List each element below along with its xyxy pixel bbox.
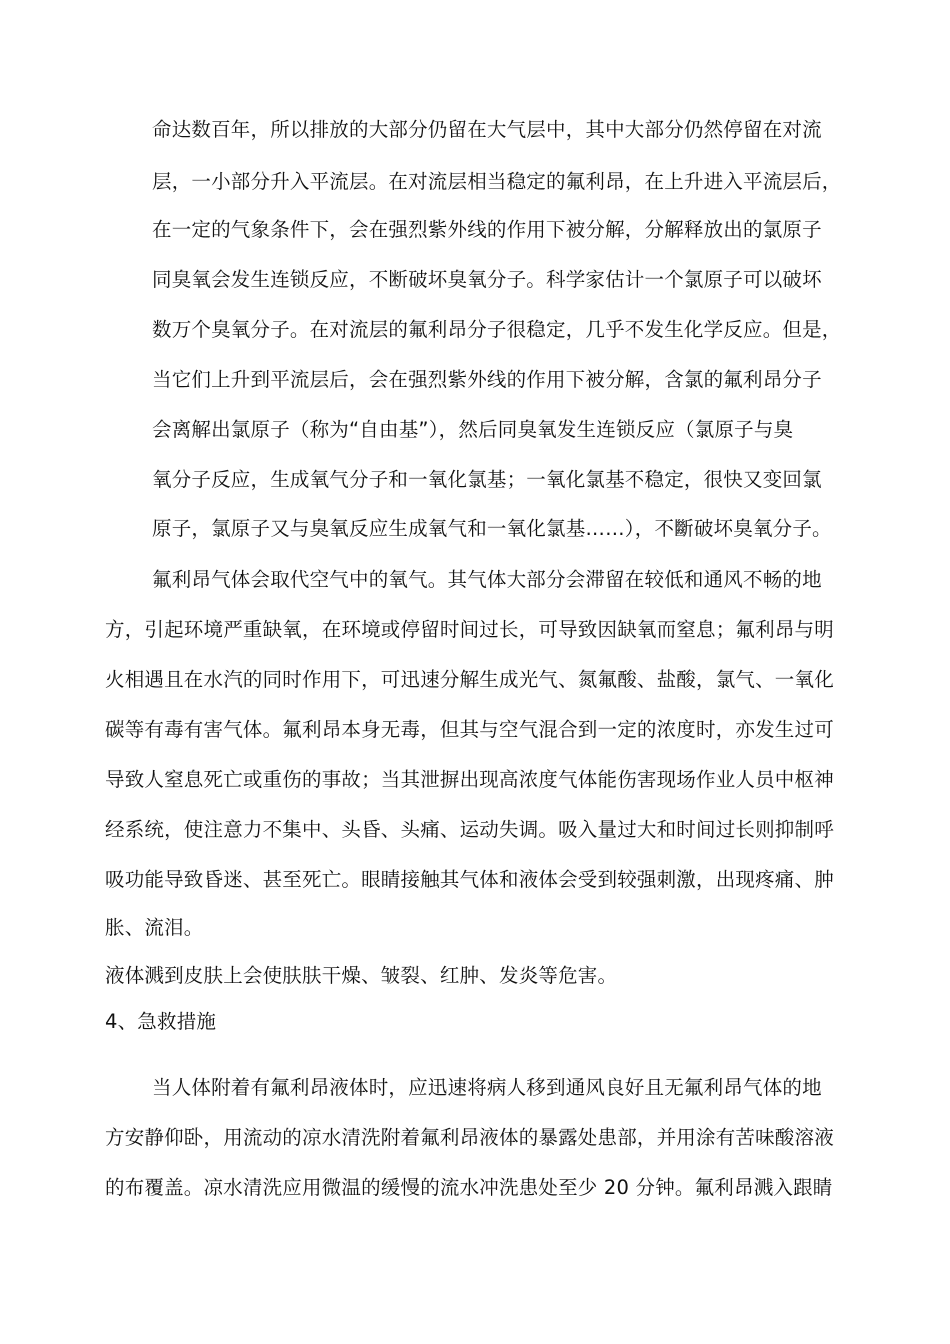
text-line: 胀、流泪。: [105, 916, 204, 939]
text-line: 在一定的气象条件下，会在强烈紫外线的作用下被分解，分解释放出的氯原子: [152, 218, 822, 241]
text-line: 经系统，使注意力不集中、头昏、头痛、运动失调。吸入量过大和时间过长则抑制呼: [105, 818, 834, 841]
text-line: 命达数百年，所以排放的大部分仍留在大气层中，其中大部分仍然停留在对流: [152, 118, 822, 141]
text-line: 原子，氯原子又与臭氧反应生成氧气和一氧化氯基……），不斷破坏臭氧分子。: [152, 517, 832, 540]
text-line: 吸功能导致昏迷、甚至死亡。眼睛接触其气体和液体会受到较强刺激，出现疼痛、肿: [105, 868, 834, 891]
text-line: 氟利昂气体会取代空气中的氧气。其气体大部分会滞留在较低和通风不畅的地: [152, 568, 822, 591]
text-line: 当它们上升到平流层后，会在强烈紫外线的作用下被分解，含氯的氟利昂分子: [152, 368, 822, 391]
text-line: 会离解出氯原子（称为“自由基”），然后同臭氧发生连锁反应（氯原子与臭: [152, 418, 794, 441]
text-line: 导致人窒息死亡或重伤的事故；当其泄摒出现高浓度气体能伤害现场作业人员中枢神: [105, 768, 834, 791]
text-line: 碳等有毒有害气体。氟利昂本身无毒，但其与空气混合到一定的浓度时，亦发生过可: [105, 718, 834, 741]
text-line: 的布覆盖。凉水清洗应用微温的缓慢的流水冲洗患处至少 20 分钟。氟利昂溅入跟睛: [105, 1176, 833, 1199]
text-line: 同臭氧会发生连锁反应，不断破坏臭氧分子。科学家估计一个氯原子可以破坏: [152, 268, 822, 291]
text-line: 数万个臭氧分子。在对流层的氟利昂分子很稳定，几乎不发生化学反应。但是，: [152, 318, 842, 341]
paragraph-skin-contact: 液体溅到皮肤上会使肤肤干燥、皱裂、红肿、发炎等危害。: [105, 964, 618, 987]
text-line: 方安静仰卧，用流动的凉水清洗附着氟利昂液体的暴露处患部，并用涂有苦味酸溶液: [105, 1126, 834, 1149]
text-line: 氧分子反应，生成氧气分子和一氧化氯基；一氧化氯基不稳定，很快又变回氯: [152, 468, 822, 491]
text-line: 方，引起环境严重缺氧，在环境或停留时间过长，可导致因缺氧而窒息；氟利昂与明: [105, 618, 834, 641]
text-line: 当人体附着有氟利昂液体时，应迅速将病人移到通风良好且无氟利昂气体的地: [152, 1076, 822, 1099]
text-line: 火相遇且在水汽的同时作用下，可迅速分解生成光气、氮氟酸、盐酸，氯气、一氧化: [105, 668, 834, 691]
section-heading: 4、急救措施: [105, 1010, 217, 1033]
text-line: 层，一小部分升入平流层。在对流层相当稳定的氟利昂，在上升进入平流层后，: [152, 170, 842, 193]
